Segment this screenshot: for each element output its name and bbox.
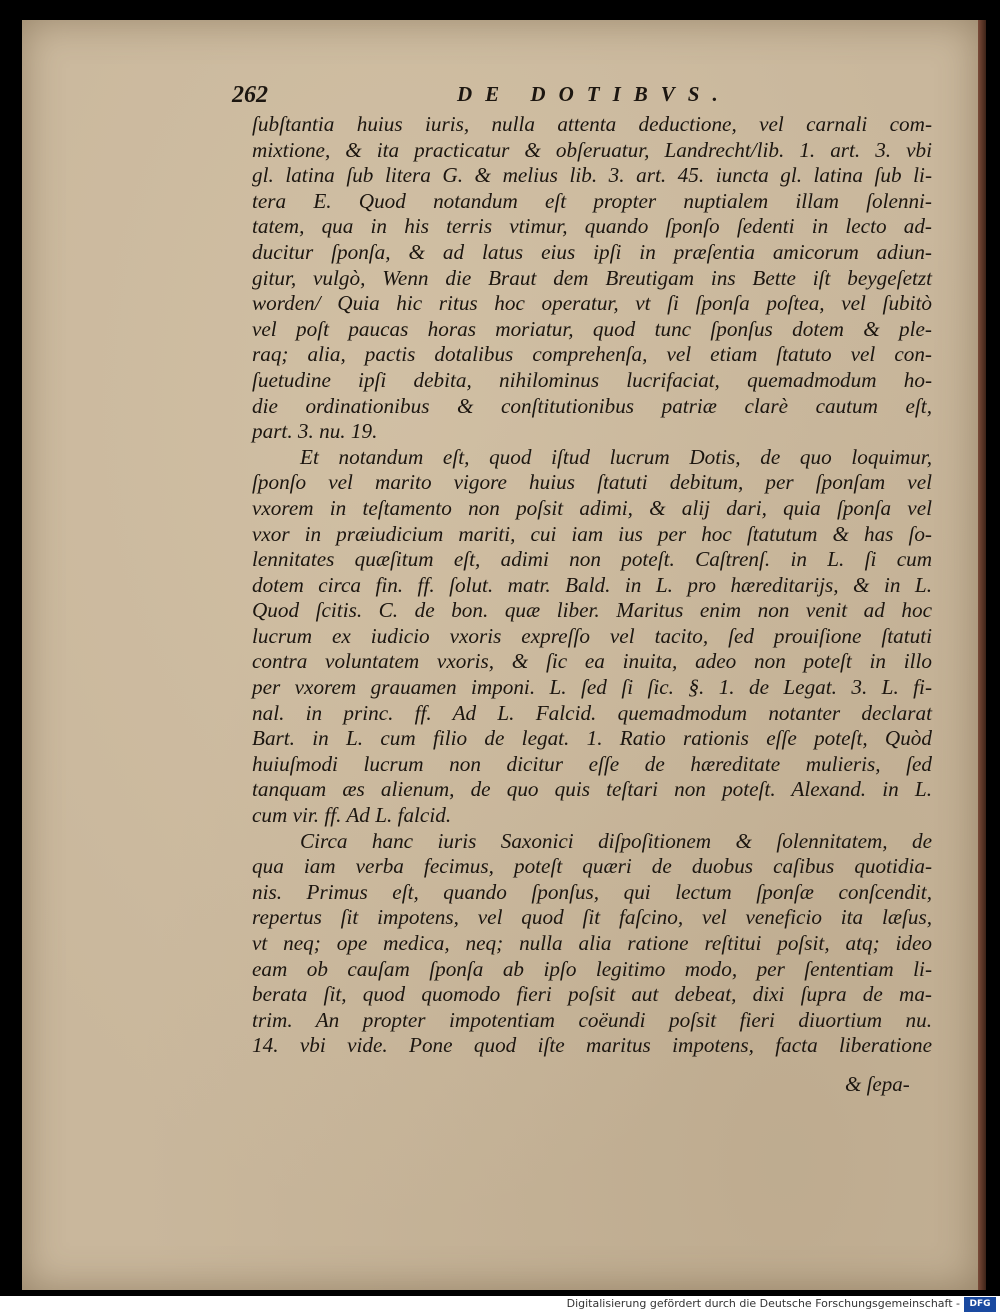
text-line: die ordinationibus & conſtitutionibus patriæ clarè cautum eſt, (252, 393, 932, 418)
text-line: trim. An propter impotentiam coëundi poſsit fieri diuortium nu. (252, 1007, 932, 1032)
funding-credit: Digitalisierung gefördert durch die Deutsche Forschungsgemeinschaft - (566, 1297, 960, 1310)
text-line: nal. in princ. ff. Ad L. Falcid. quemadmodum notanter declarat (252, 700, 932, 725)
text-line: qua iam verba fecimus, poteſt quæri de duobus caſibus quotidia- (252, 854, 932, 879)
text-line: Quod ſcitis. C. de bon. quæ liber. Maritus enim non venit ad hoc (252, 598, 932, 623)
text-line: vxor in præiudicium mariti, cui iam ius per hoc ſtatutum & has ſo- (252, 521, 932, 546)
page-header (232, 82, 972, 112)
text-line: lennitates quæſitum eſt, adimi non poteſt. Caſtrenſ. in L. ſi cum (252, 547, 932, 572)
page-edge (978, 20, 986, 1290)
text-line: ſponſo vel marito vigore huius ſtatuti debitum, per ſponſam vel (252, 470, 932, 495)
text-line: tatem, qua in his terris vtimur, quando ſponſo ſedenti in lecto ad- (252, 214, 932, 239)
text-line: dotem circa fin. ff. ſolut. matr. Bald. in L. pro hæreditarijs, & in L. (252, 572, 932, 597)
text-line: mixtione, & ita practicatur & obſeruatur, Landrecht/lib. 1. art. 3. vbi (252, 137, 932, 162)
digitization-footer (0, 1296, 1000, 1314)
running-title: DE DOTIBVS. (457, 82, 731, 106)
paragraph-start-line: Et notandum eſt, quod iſtud lucrum Dotis, de quo loquimur, (300, 444, 932, 469)
text-line: eam ob cauſam ſponſa ab ipſo legitimo modo, per ſententiam li- (252, 956, 932, 981)
text-line: per vxorem grauamen imponi. L. ſed ſi ſic. §. 1. de Legat. 3. L. fi- (252, 675, 932, 700)
text-line: tanquam æs alienum, de quo quis teſtari non poteſt. Alexand. in L. (252, 777, 932, 802)
dfg-logo: DFG (964, 1297, 996, 1312)
text-line: gitur, vulgò, Wenn die Braut dem Breutigam ins Bette iſt beygeſetzt (252, 265, 932, 290)
text-line: huiuſmodi lucrum non dicitur eſſe de hæreditate mulieris, ſed (252, 751, 932, 776)
text-line: repertus ſit impotens, vel quod ſit faſcino, vel veneficio ita læſus, (252, 905, 932, 930)
text-line: ducitur ſponſa, & ad latus eius ipſi in præſentia amicorum adiun- (252, 239, 932, 264)
text-line: vt neq; ope medica, neq; nulla alia ratione reſtitui poſsit, atq; ideo (252, 931, 932, 955)
text-line: nis. Primus eſt, quando ſponſus, qui lectum ſponſæ conſcendit, (252, 879, 932, 904)
text-line: cum vir. ff. Ad L. falcid. (252, 803, 452, 828)
text-line: tera E. Quod notandum eſt propter nuptialem illam ſolenni- (252, 188, 932, 213)
text-line: lucrum ex iudicio vxoris expreſſo vel tacito, ſed prouiſione ſtatuti (252, 623, 932, 648)
text-line: berata ſit, quod quomodo fieri poſsit aut debeat, dixi ſupra de ma- (252, 982, 932, 1007)
text-line: worden/ Quia hic ritus hoc operatur, vt ſi ſponſa poſtea, vel ſubitò (252, 291, 932, 316)
text-line: contra voluntatem vxoris, & ſic ea inuita, adeo non poteſt in illo (252, 649, 932, 674)
text-line: 14. vbi vide. Pone quod iſte maritus impotens, facta liberatione (252, 1033, 932, 1058)
paragraph-start-line: Circa hanc iuris Saxonici diſpoſitionem & ſolennitatem, de (300, 828, 932, 853)
text-line: ſubſtantia huius iuris, nulla attenta deductione, vel carnali com- (252, 112, 932, 136)
catchword: & ſepa- (845, 1072, 910, 1096)
text-line: vxorem in teſtamento non poſsit adimi, & alij dari, quia ſponſa vel (252, 495, 932, 520)
text-line: part. 3. nu. 19. (252, 419, 378, 444)
text-line: vel poſt paucas horas moriatur, quod tunc ſponſus dotem & ple- (252, 316, 932, 341)
body-text (252, 112, 932, 1059)
text-line: raq; alia, pactis dotalibus comprehenſa, vel etiam ſtatuto vel con- (252, 342, 932, 367)
text-line: Bart. in L. cum filio de legat. 1. Ratio rationis eſſe poteſt, Quòd (252, 726, 932, 751)
page-number: 262 (232, 82, 268, 108)
text-line: gl. latina ſub litera G. & melius lib. 3. art. 45. iuncta gl. latina ſub li- (252, 163, 932, 188)
text-line: ſuetudine ipſi debita, nihilominus lucrifaciat, quemadmodum ho- (252, 367, 932, 392)
